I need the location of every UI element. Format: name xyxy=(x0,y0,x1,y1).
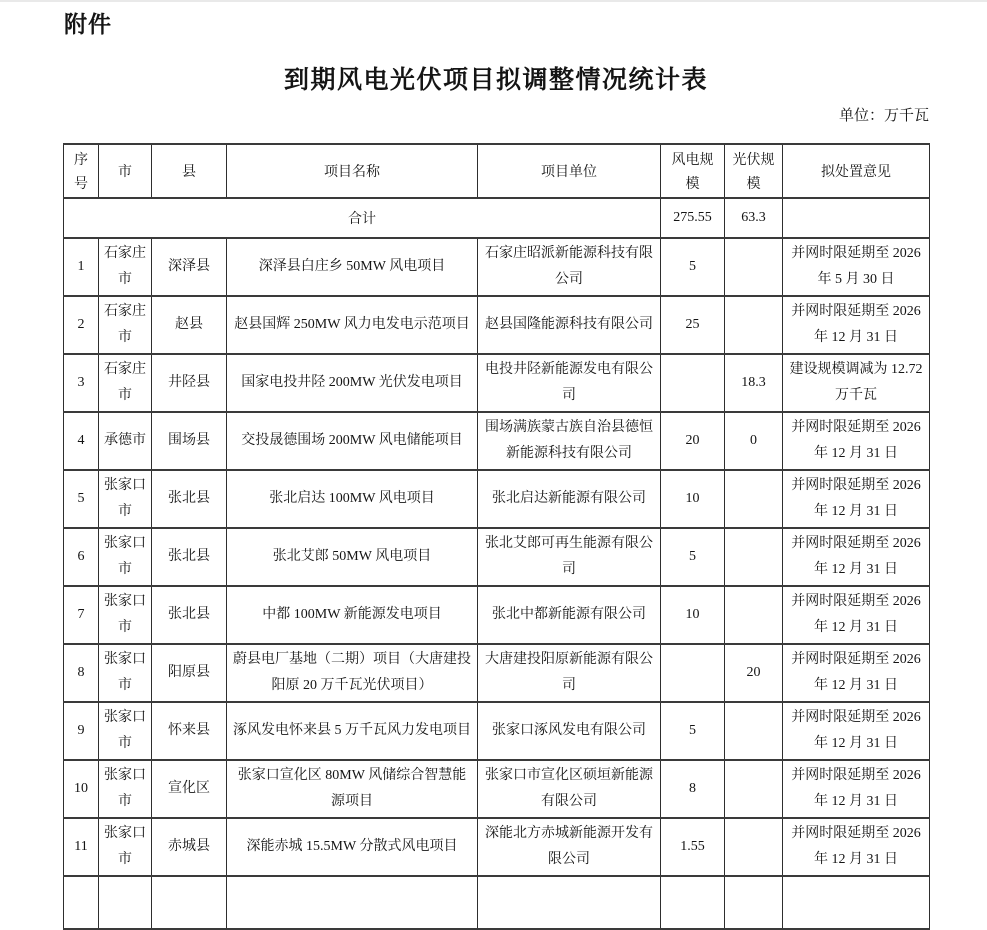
header-serial-number: 序号 xyxy=(64,144,99,198)
wind-scale-cell xyxy=(661,876,725,929)
wind-scale-cell: 10 xyxy=(661,586,725,644)
opinion-cell xyxy=(783,876,930,929)
pv-scale-cell: 20 xyxy=(725,644,783,702)
opinion-cell: 并网时限延期至 2026 年 12 月 31 日 xyxy=(783,702,930,760)
county-cell: 张北县 xyxy=(152,470,227,528)
project-unit-cell: 大唐建投阳原新能源有限公司 xyxy=(478,644,661,702)
opinion-cell: 并网时限延期至 2026 年 12 月 31 日 xyxy=(783,296,930,354)
header-project-name: 项目名称 xyxy=(227,144,478,198)
project-name-cell: 张北启达 100MW 风电项目 xyxy=(227,470,478,528)
wind-scale-cell: 20 xyxy=(661,412,725,470)
pv-scale-cell xyxy=(725,876,783,929)
wind-scale-cell: 5 xyxy=(661,528,725,586)
project-name-cell: 中都 100MW 新能源发电项目 xyxy=(227,586,478,644)
wind-scale-cell: 5 xyxy=(661,702,725,760)
opinion-cell: 并网时限延期至 2026 年 12 月 31 日 xyxy=(783,818,930,876)
header-city: 市 xyxy=(99,144,152,198)
table-row xyxy=(64,412,930,470)
project-name-cell: 涿风发电怀来县 5 万千瓦风力发电项目 xyxy=(227,702,478,760)
total-wind-cell: 275.55 xyxy=(661,198,725,238)
county-cell: 赤城县 xyxy=(152,818,227,876)
row-number-cell: 7 xyxy=(64,586,99,644)
table-partial-row-container xyxy=(64,876,930,929)
project-unit-cell xyxy=(478,876,661,929)
table-row xyxy=(64,644,930,702)
pv-scale-cell xyxy=(725,702,783,760)
total-opinion-cell xyxy=(783,198,930,238)
project-unit-cell: 石家庄昭派新能源科技有限公司 xyxy=(478,238,661,296)
opinion-cell: 并网时限延期至 2026 年 12 月 31 日 xyxy=(783,760,930,818)
table-row xyxy=(64,354,930,412)
city-cell: 承德市 xyxy=(99,412,152,470)
project-name-cell: 赵县国辉 250MW 风力电发电示范项目 xyxy=(227,296,478,354)
project-unit-cell: 张家口市宣化区硕垣新能源有限公司 xyxy=(478,760,661,818)
row-number-cell: 6 xyxy=(64,528,99,586)
page-title: 到期风电光伏项目拟调整情况统计表 xyxy=(283,66,708,94)
project-unit-cell: 深能北方赤城新能源开发有限公司 xyxy=(478,818,661,876)
wind-scale-cell: 8 xyxy=(661,760,725,818)
wind-scale-cell: 1.55 xyxy=(661,818,725,876)
opinion-cell: 并网时限延期至 2026 年 12 月 31 日 xyxy=(783,586,930,644)
county-cell xyxy=(152,876,227,929)
opinion-cell: 并网时限延期至 2026 年 12 月 31 日 xyxy=(783,528,930,586)
project-unit-cell: 张北启达新能源有限公司 xyxy=(478,470,661,528)
project-name-cell: 国家电投井陉 200MW 光伏发电项目 xyxy=(227,354,478,412)
project-unit-cell: 电投井陉新能源发电有限公司 xyxy=(478,354,661,412)
project-unit-cell: 张北艾郎可再生能源有限公司 xyxy=(478,528,661,586)
pv-scale-cell xyxy=(725,818,783,876)
opinion-cell: 并网时限延期至 2026 年 12 月 31 日 xyxy=(783,644,930,702)
county-cell: 张北县 xyxy=(152,586,227,644)
pv-scale-cell xyxy=(725,470,783,528)
project-name-cell: 张家口宣化区 80MW 风储综合智慧能源项目 xyxy=(227,760,478,818)
wind-scale-cell: 25 xyxy=(661,296,725,354)
row-number-cell: 11 xyxy=(64,818,99,876)
wind-scale-cell: 5 xyxy=(661,238,725,296)
county-cell: 怀来县 xyxy=(152,702,227,760)
pv-scale-cell xyxy=(725,296,783,354)
pv-scale-cell: 0 xyxy=(725,412,783,470)
project-unit-cell: 张北中都新能源有限公司 xyxy=(478,586,661,644)
total-row xyxy=(64,198,930,238)
table-body xyxy=(64,198,930,876)
project-name-cell: 深泽县白庄乡 50MW 风电项目 xyxy=(227,238,478,296)
table-row xyxy=(64,818,930,876)
table-header-row xyxy=(64,144,930,198)
city-cell: 张家口市 xyxy=(99,644,152,702)
project-name-cell: 深能赤城 15.5MW 分散式风电项目 xyxy=(227,818,478,876)
row-number-cell: 1 xyxy=(64,238,99,296)
opinion-cell: 建设规模调减为 12.72 万千瓦 xyxy=(783,354,930,412)
pv-scale-cell xyxy=(725,528,783,586)
project-name-cell: 张北艾郎 50MW 风电项目 xyxy=(227,528,478,586)
city-cell: 张家口市 xyxy=(99,760,152,818)
city-cell: 张家口市 xyxy=(99,586,152,644)
header-wind-scale: 风电规模 xyxy=(661,144,725,198)
project-unit-cell: 赵县国隆能源科技有限公司 xyxy=(478,296,661,354)
total-label-cell: 合计 xyxy=(64,198,661,238)
pv-scale-cell xyxy=(725,760,783,818)
city-cell: 张家口市 xyxy=(99,528,152,586)
pv-scale-cell: 18.3 xyxy=(725,354,783,412)
opinion-cell: 并网时限延期至 2026 年 12 月 31 日 xyxy=(783,470,930,528)
project-name-cell xyxy=(227,876,478,929)
project-name-cell: 交投晟德围场 200MW 风电储能项目 xyxy=(227,412,478,470)
wind-scale-cell xyxy=(661,354,725,412)
project-unit-cell: 围场满族蒙古族自治县德恒新能源科技有限公司 xyxy=(478,412,661,470)
opinion-cell: 并网时限延期至 2026 年 12 月 31 日 xyxy=(783,412,930,470)
pv-scale-cell xyxy=(725,238,783,296)
county-cell: 赵县 xyxy=(152,296,227,354)
table-row xyxy=(64,760,930,818)
city-cell: 张家口市 xyxy=(99,470,152,528)
city-cell: 张家口市 xyxy=(99,702,152,760)
header-project-unit: 项目单位 xyxy=(478,144,661,198)
city-cell xyxy=(99,876,152,929)
row-number-cell: 5 xyxy=(64,470,99,528)
row-number-cell xyxy=(64,876,99,929)
table-row xyxy=(64,586,930,644)
county-cell: 围场县 xyxy=(152,412,227,470)
city-cell: 石家庄市 xyxy=(99,238,152,296)
city-cell: 张家口市 xyxy=(99,818,152,876)
opinion-cell: 并网时限延期至 2026 年 5 月 30 日 xyxy=(783,238,930,296)
pv-scale-cell xyxy=(725,586,783,644)
unit-note: 单位：万千瓦 xyxy=(838,108,929,124)
table-row xyxy=(64,470,930,528)
city-cell: 石家庄市 xyxy=(99,296,152,354)
row-number-cell: 2 xyxy=(64,296,99,354)
county-cell: 张北县 xyxy=(152,528,227,586)
county-cell: 阳原县 xyxy=(152,644,227,702)
table-row-partial xyxy=(64,876,930,929)
row-number-cell: 4 xyxy=(64,412,99,470)
table-row xyxy=(64,296,930,354)
county-cell: 宣化区 xyxy=(152,760,227,818)
county-cell: 井陉县 xyxy=(152,354,227,412)
wind-scale-cell: 10 xyxy=(661,470,725,528)
table-row xyxy=(64,528,930,586)
page-edge-shadow xyxy=(0,0,987,2)
header-county: 县 xyxy=(152,144,227,198)
wind-scale-cell xyxy=(661,644,725,702)
total-pv-cell: 63.3 xyxy=(725,198,783,238)
row-number-cell: 3 xyxy=(64,354,99,412)
table-row xyxy=(64,702,930,760)
city-cell: 石家庄市 xyxy=(99,354,152,412)
table-row xyxy=(64,238,930,296)
row-number-cell: 9 xyxy=(64,702,99,760)
county-cell: 深泽县 xyxy=(152,238,227,296)
header-disposal-opinion: 拟处置意见 xyxy=(783,144,930,198)
header-pv-scale: 光伏规模 xyxy=(725,144,783,198)
row-number-cell: 10 xyxy=(64,760,99,818)
projects-table xyxy=(63,143,930,930)
attachment-label: 附件 xyxy=(64,11,112,37)
row-number-cell: 8 xyxy=(64,644,99,702)
project-unit-cell: 张家口涿风发电有限公司 xyxy=(478,702,661,760)
project-name-cell: 蔚县电厂基地（二期）项目（大唐建投阳原 20 万千瓦光伏项目） xyxy=(227,644,478,702)
